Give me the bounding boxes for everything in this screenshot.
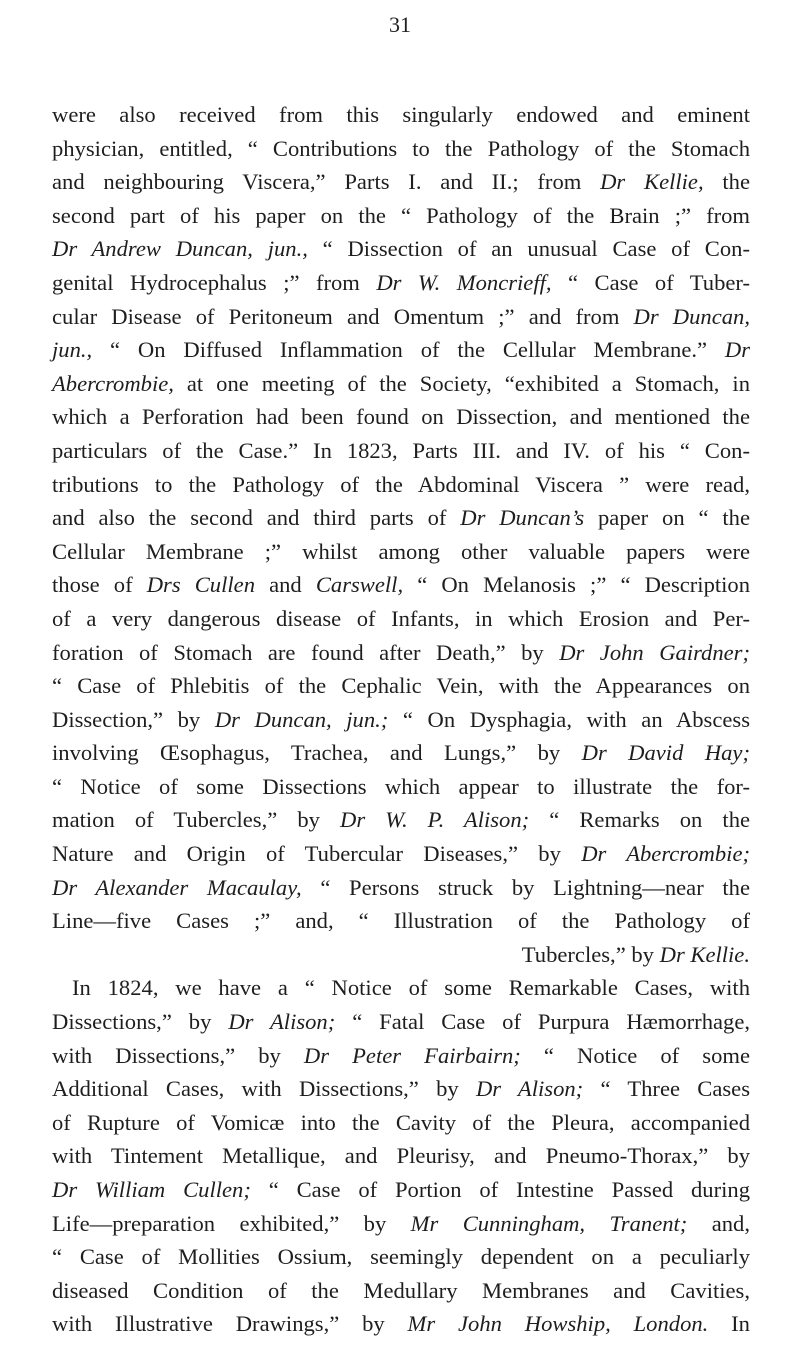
text-line [52, 1039, 750, 1073]
text-segment: “ Remarks on the [529, 807, 751, 833]
text-segment: with Tintement Metallique, and Pleurisy, and Pneumo-Thorax,” by [52, 1143, 750, 1169]
body-text [52, 98, 750, 1341]
text-line [52, 568, 750, 602]
text-segment: genital Hydrocephalus ;” from [52, 269, 377, 295]
text-line [52, 669, 750, 703]
text-line [52, 1274, 750, 1308]
text-segment: “ Dissection of an unusual Case of Con- [307, 236, 750, 262]
page-number: 31 [389, 12, 411, 37]
text-segment: “ Case of Phlebitis of the Cephalic Vein, with the Appearances on [52, 673, 750, 699]
text-segment: In 1824, we have a “ Notice of some Remarkable Cases, with [72, 975, 750, 1001]
text-segment: which a Perforation had been found on Dissection, and mentioned the [52, 404, 750, 430]
text-segment: diseased Condition of the Medullary Membranes and Cavities, [52, 1277, 750, 1303]
text-segment: Nature and Origin of Tubercular Diseases,” by [52, 841, 582, 867]
text-segment: cular Disease of Peritoneum and Omentum ;” and from [52, 303, 634, 329]
text-segment: Cellular Membrane ;” whilst among other valuable papers were [52, 538, 750, 564]
text-segment: Life—preparation exhibited,” by [52, 1210, 411, 1236]
italic-text: Dr [724, 337, 750, 363]
text-segment: with Dissections,” by [52, 1042, 304, 1068]
text-line [52, 1207, 750, 1241]
italic-text: Dr Andrew Duncan, jun., [52, 236, 308, 262]
text-line [52, 803, 750, 837]
text-segment: “ On Melanosis ;” “ Description [403, 572, 751, 598]
text-line [52, 468, 750, 502]
text-segment: with Illustrative Drawings,” by [52, 1311, 408, 1337]
text-segment: “ Case of Portion of Intestine Passed during [250, 1177, 750, 1202]
text-line [52, 636, 750, 670]
text-segment: second part of his paper on the “ Pathology of the Brain ;” from [52, 202, 750, 228]
text-line [52, 1106, 750, 1140]
text-line [52, 367, 750, 401]
text-segment: “ Notice of some Dissections which appear to illustrate the for- [52, 773, 750, 799]
text-segment: were also received from this singularly endowed and eminent [52, 102, 750, 127]
text-line [52, 333, 750, 367]
text-segment: involving Œsophagus, Trachea, and Lungs,” by [52, 740, 582, 766]
text-segment: and [255, 572, 316, 598]
text-line [52, 535, 750, 569]
text-line [52, 703, 750, 737]
text-segment: mation of Tubercles,” by [52, 807, 341, 833]
italic-text: Dr Abercrombie; [581, 841, 751, 867]
text-line [52, 736, 750, 770]
text-line [52, 971, 750, 1005]
text-line [52, 1005, 750, 1039]
text-line [52, 400, 750, 434]
text-line [52, 770, 750, 804]
text-line [52, 199, 750, 233]
italic-text: Dr Duncan, jun.; [214, 706, 389, 732]
text-line [52, 602, 750, 636]
italic-text: Dr Kellie, [600, 169, 704, 195]
text-line [52, 1307, 750, 1341]
text-segment: “ On Diffused Inflammation of the Cellular Membrane.” [92, 337, 725, 363]
text-segment: foration of Stomach are found after Death,” by [52, 639, 560, 665]
text-segment: and, [687, 1210, 751, 1236]
italic-text: jun., [52, 337, 93, 363]
text-line [52, 938, 750, 972]
text-segment: “ Three Cases [583, 1076, 750, 1102]
text-segment: “ Notice of some [520, 1042, 750, 1068]
text-segment: of a very dangerous disease of Infants, in which Erosion and Per- [52, 605, 750, 631]
text-line [52, 871, 750, 905]
italic-text: Dr Peter Fairbairn; [303, 1042, 521, 1068]
text-segment: of Rupture of Vomicæ into the Cavity of the Pleura, accompanied [52, 1109, 750, 1135]
text-segment: Dissections,” by [52, 1009, 229, 1035]
text-line [52, 1173, 750, 1207]
italic-text: Carswell, [315, 572, 404, 598]
text-segment: Line—five Cases ;” and, “ Illustration of the Pathology of [52, 908, 750, 934]
text-line [52, 266, 750, 300]
text-segment: In [708, 1311, 750, 1337]
italic-text: Dr Alison; [228, 1009, 336, 1035]
text-segment: “ Case of Tuber- [551, 269, 750, 295]
italic-text: Dr Alison; [475, 1076, 584, 1102]
text-segment: “ Fatal Case of Purpura Hæmorrhage, [335, 1009, 750, 1035]
italic-text: Dr W. Moncrieff, [376, 269, 552, 295]
text-segment: tributions to the Pathology of the Abdominal Viscera ” were read, [52, 471, 750, 497]
text-segment: paper on “ the [584, 505, 750, 531]
italic-text: Abercrombie, [52, 370, 174, 396]
italic-text: Drs Cullen [146, 572, 255, 598]
italic-text: Dr Duncan, [633, 303, 750, 329]
italic-text: Dr David Hay; [581, 740, 750, 766]
text-segment: “ Persons struck by Lightning—near the [301, 874, 750, 900]
text-line [52, 434, 750, 468]
text-segment: and neighbouring Viscera,” Parts I. and II.; from [52, 169, 601, 195]
text-segment: physician, entitled, “ Contributions to the Pathology of the Stomach [52, 135, 750, 161]
text-line [52, 232, 750, 266]
italic-text: Mr Cunningham, Tranent; [410, 1210, 688, 1236]
italic-text: Dr W. P. Alison; [340, 807, 530, 833]
text-line [52, 300, 750, 334]
text-segment: “ Case of Mollities Ossium, seemingly dependent on a peculiarly [52, 1244, 750, 1270]
italic-text: Dr Alexander Macaulay, [52, 874, 302, 900]
italic-text: Dr John Gairdner; [559, 639, 750, 665]
text-segment: Dissection,” by [52, 706, 215, 732]
text-segment: those of [52, 572, 147, 598]
text-line [52, 837, 750, 871]
text-segment: Tubercles,” by [521, 941, 660, 967]
text-line [52, 501, 750, 535]
text-segment: and also the second and third parts of [52, 505, 461, 531]
text-segment: particulars of the Case.” In 1823, Parts III. and IV. of his “ Con- [52, 437, 750, 463]
italic-text: Dr Duncan’s [460, 505, 585, 531]
text-line [52, 98, 750, 132]
text-segment: the [703, 169, 750, 195]
italic-text: Mr John Howship, London. [407, 1311, 709, 1337]
italic-text: Dr William Cullen; [52, 1177, 251, 1202]
italic-text: Dr Kellie. [659, 941, 750, 967]
text-line [52, 904, 750, 938]
text-line [52, 1072, 750, 1106]
text-line [52, 1240, 750, 1274]
text-line [52, 165, 750, 199]
text-segment: Additional Cases, with Dissections,” by [52, 1076, 476, 1102]
text-segment: “ On Dysphagia, with an Abscess [388, 706, 750, 732]
text-segment: at one meeting of the Society, “exhibited a Stomach, in [173, 370, 750, 396]
text-line [52, 132, 750, 166]
text-line [52, 1139, 750, 1173]
